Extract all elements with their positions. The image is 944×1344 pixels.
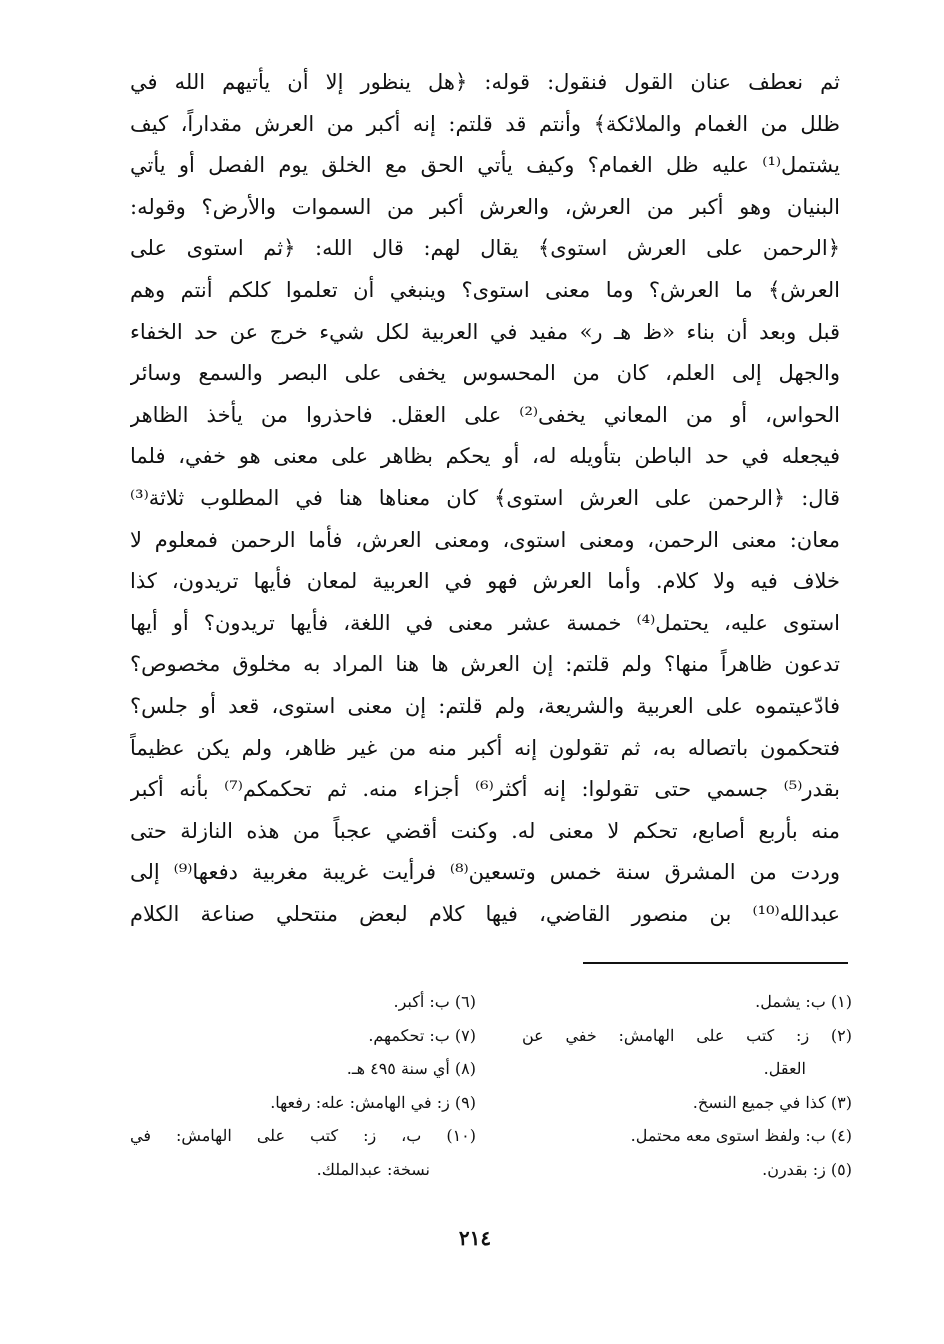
footnotes-column-left bbox=[130, 985, 476, 1186]
main-text bbox=[130, 62, 840, 935]
footnote: (٧) ب: تحكمهم. bbox=[368, 1025, 476, 1045]
footnote: (١٠) ب، ز: كتب على الهامش: في bbox=[130, 1126, 476, 1145]
text-line: عبدالله⁽¹⁰⁾ بن منصور القاضي، فيها كلام لبعض منتحلي صناعة الكلام bbox=[130, 901, 840, 926]
footnote: (٢) ز: كتب على الهامش: خفي عن bbox=[522, 1025, 852, 1045]
page-number: ٢١٤ bbox=[458, 1226, 492, 1250]
text-line: البنيان وهو أكبر من العرش، والعرش أكبر من السموات والأرض؟ وقوله: bbox=[130, 194, 840, 219]
text-line: فيجعله في حد الباطن بتأويله له، أو يحكم بظاهر على معنى هو خفي، فلما bbox=[130, 444, 840, 469]
footnote: (٩) ز: في الهامش: عله: رفعها. bbox=[270, 1092, 476, 1112]
footnote-continuation: العقل. bbox=[763, 1059, 806, 1078]
footnote: (١) ب: يشمل. bbox=[755, 992, 852, 1011]
text-line: استوى عليه، يحتمل⁽⁴⁾ خمسة عشر معنى في اللغة، فأيها تريدون؟ أو أيها bbox=[130, 610, 840, 635]
text-line: فادّعيتموه على العربية والشريعة، ولم قلتم: إن معنى استوى، قعد أو جلس؟ bbox=[130, 693, 840, 718]
footnote-continuation: نسخة: عبدالملك. bbox=[316, 1159, 430, 1179]
footnotes-column-right bbox=[522, 985, 852, 1186]
footnote-divider bbox=[583, 962, 848, 964]
text-line: وردت من المشرق سنة خمس وتسعين⁽⁸⁾ فرأيت غريبة مغربية دفعها⁽⁹⁾ إلى bbox=[130, 860, 840, 885]
text-line: معان: معنى الرحمن، ومعنى استوى، ومعنى العرش، فأما الرحمن فمعلوم لا bbox=[130, 527, 840, 552]
footnote: (٥) ز: بقدرن. bbox=[762, 1159, 852, 1179]
text-line: والجهل إلى العلم، كان من المحسوس يخفى على البصر والسمع وسائر bbox=[130, 361, 840, 386]
text-line: ﴿الرحمن على العرش استوى﴾ يقال لهم: قال الله: ﴿ثم استوى على bbox=[130, 236, 840, 261]
text-line: خلاف فيه ولا كلام. وأما العرش فهو في العربية لمعان فأيها تريدون، كذا bbox=[130, 569, 840, 594]
text-line: قبل وبعد أن بناء «ظ هـ ر» مفيد في العربية لكل شيء خرج عن حد الخفاء bbox=[130, 319, 840, 344]
text-line: ظلل من الغمام والملائكة﴾ وأنتم قد قلتم: إنه أكبر من العرش مقداراً، كيف bbox=[130, 111, 840, 136]
text-line: تدعون ظاهراً منها؟ ولم قلتم: إن العرش ها هنا المراد به مخلوق مخصوص؟ bbox=[130, 652, 840, 677]
text-line: ثم نعطف عنان القول فنقول: قوله: ﴿هل ينظور إلا أن يأتيهم الله في bbox=[130, 70, 840, 94]
text-line: العرش﴾ ما العرش؟ وما معنى استوى؟ وينبغي أن تعلموا كلكم أنتم وهم bbox=[130, 277, 840, 302]
footnote: (٦) ب: أكبر. bbox=[393, 992, 476, 1011]
text-line: قال: ﴿الرحمن على العرش استوى﴾ كان معناها هنا في المطلوب ثلاثة⁽³⁾ bbox=[130, 485, 840, 510]
text-line: الحواس، أو من المعاني يخفى⁽²⁾ على العقل. فاحذروا من يأخذ الظاهر bbox=[130, 402, 840, 427]
footnote: (٤) ب: ولفظ استوى معه محتمل. bbox=[630, 1126, 852, 1145]
footnotes bbox=[130, 985, 852, 1195]
footnote: (٨) أي سنة ٤٩٥ هـ. bbox=[346, 1059, 476, 1078]
text-line: يشتمل⁽¹⁾ عليه ظل الغمام؟ وكيف يأتي الحق مع الخلق يوم الفصل أو يأتي bbox=[130, 153, 840, 178]
text-line: منه بأربع أصابع، تحكم لا معنى له. وكنت أقضي عجباً من هذه النازلة حتى bbox=[130, 818, 840, 843]
text-line: بقدر⁽⁵⁾ جسمي حتى تقولوا: إنه أكثر⁽⁶⁾ أجزاء منه. ثم تحكمكم⁽⁷⁾ بأنه أكبر bbox=[130, 777, 840, 802]
text-line: فتحكمون باتصاله به، ثم تقولون إنه أكبر منه من غير ظاهر، ولم يكن عظيماً bbox=[130, 735, 840, 760]
footnote: (٣) كذا في جميع النسخ. bbox=[692, 1092, 852, 1112]
